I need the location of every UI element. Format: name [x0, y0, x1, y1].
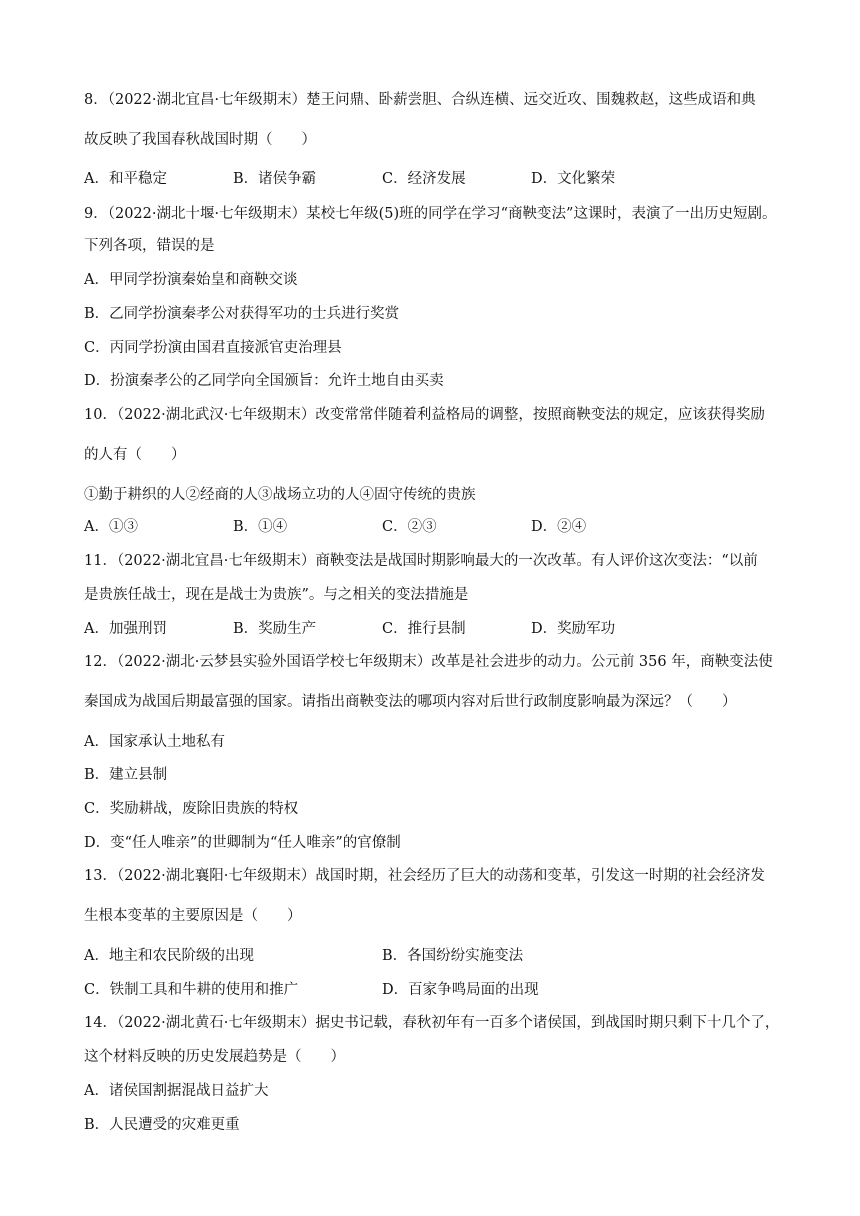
- question-11-option-d: D．奖励军功: [531, 621, 616, 637]
- question-8-option-c: C．经济发展: [382, 171, 466, 187]
- question-14-stem-line-1: 14．（2022·湖北黄石·七年级期末）据史书记载，春秋初年有一百多个诸侯国，到战国时期只剩下十几个了，: [84, 1015, 780, 1031]
- question-13-option-d: D．百家争鸣局面的出现: [382, 982, 539, 998]
- question-9-stem-line-2: 下列各项，错误的是: [84, 238, 215, 254]
- question-10-option-a: A．①③: [84, 519, 138, 535]
- question-10-option-d: D．②④: [531, 519, 587, 535]
- question-10-option-c: C．②③: [382, 519, 437, 535]
- question-9-option-b: B．乙同学扮演秦孝公对获得军功的士兵进行奖赏: [84, 306, 400, 322]
- question-8-stem-line-1: 8．（2022·湖北宜昌·七年级期末）楚王问鼎、卧薪尝胆、合纵连横、远交近攻、围魏救赵，这些成语和典: [84, 92, 756, 108]
- question-10-stem-line-2: 的人有（ ）: [84, 447, 186, 463]
- question-10-statements: ①勤于耕织的人②经商的人③战场立功的人④固守传统的贵族: [84, 487, 476, 503]
- question-8-stem-line-2: 故反映了我国春秋战国时期（ ）: [84, 132, 316, 148]
- question-8-option-d: D．文化繁荣: [531, 171, 616, 187]
- question-9-option-a: A．甲同学扮演秦始皇和商鞅交谈: [84, 272, 298, 288]
- question-14-option-a: A．诸侯国割据混战日益扩大: [84, 1083, 269, 1099]
- question-9-stem-line-1: 9．（2022·湖北十堰·七年级期末）某校七年级(5)班的同学在学习“商鞅变法”这课时，表演了一出历史短剧。: [84, 206, 777, 222]
- question-12-option-c: C．奖励耕战，废除旧贵族的特权: [84, 801, 299, 817]
- question-8-option-b: B．诸侯争霸: [233, 171, 317, 187]
- question-10-stem-line-1: 10．（2022·湖北武汉·七年级期末）改变常常伴随着利益格局的调整，按照商鞅变法的规定，应该获得奖励: [84, 407, 765, 423]
- question-13-option-c: C．铁制工具和牛耕的使用和推广: [84, 982, 299, 998]
- question-13-stem-line-2: 生根本变革的主要原因是（ ）: [84, 908, 302, 924]
- question-9-option-c: C．丙同学扮演由国君直接派官吏治理县: [84, 340, 342, 356]
- question-13-option-a: A．地主和农民阶级的出现: [84, 948, 254, 964]
- question-11-stem-line-2: 是贵族任战士，现在是战士为贵族”。与之相关的变法措施是: [84, 587, 469, 603]
- question-14-option-b: B．人民遭受的灾难更重: [84, 1117, 240, 1133]
- question-11-option-b: B．奖励生产: [233, 621, 317, 637]
- question-10-option-b: B．①④: [233, 519, 288, 535]
- question-13-option-b: B．各国纷纷实施变法: [382, 948, 524, 964]
- question-12-option-b: B．建立县制: [84, 767, 168, 783]
- question-12-stem-line-1: 12．（2022·湖北·云梦县实验外国语学校七年级期末）改革是社会进步的动力。公元前 356 年，商鞅变法使: [84, 654, 773, 670]
- question-11-stem-line-1: 11．（2022·湖北宜昌·七年级期末）商鞅变法是战国时期影响最大的一次改革。有人评价这次变法：“以前: [84, 553, 758, 569]
- question-11-option-c: C．推行县制: [382, 621, 466, 637]
- question-13-stem-line-1: 13．（2022·湖北襄阳·七年级期末）战国时期，社会经历了巨大的动荡和变革，引发这一时期的社会经济发: [84, 868, 765, 884]
- question-12-option-a: A．国家承认土地私有: [84, 734, 225, 750]
- question-8-option-a: A．和平稳定: [84, 171, 167, 187]
- question-14-stem-line-2: 这个材料反映的历史发展趋势是（ ）: [84, 1049, 345, 1065]
- question-9-option-d: D．扮演秦孝公的乙同学向全国颁旨：允许土地自由买卖: [84, 373, 444, 389]
- question-12-stem-line-2: 秦国成为战国后期最富强的国家。请指出商鞅变法的哪项内容对后世行政制度影响最为深远？（ ）: [84, 694, 737, 710]
- question-11-option-a: A．加强刑罚: [84, 621, 167, 637]
- question-12-option-d: D．变“任人唯亲”的世卿制为“任人唯亲”的官僚制: [84, 835, 401, 851]
